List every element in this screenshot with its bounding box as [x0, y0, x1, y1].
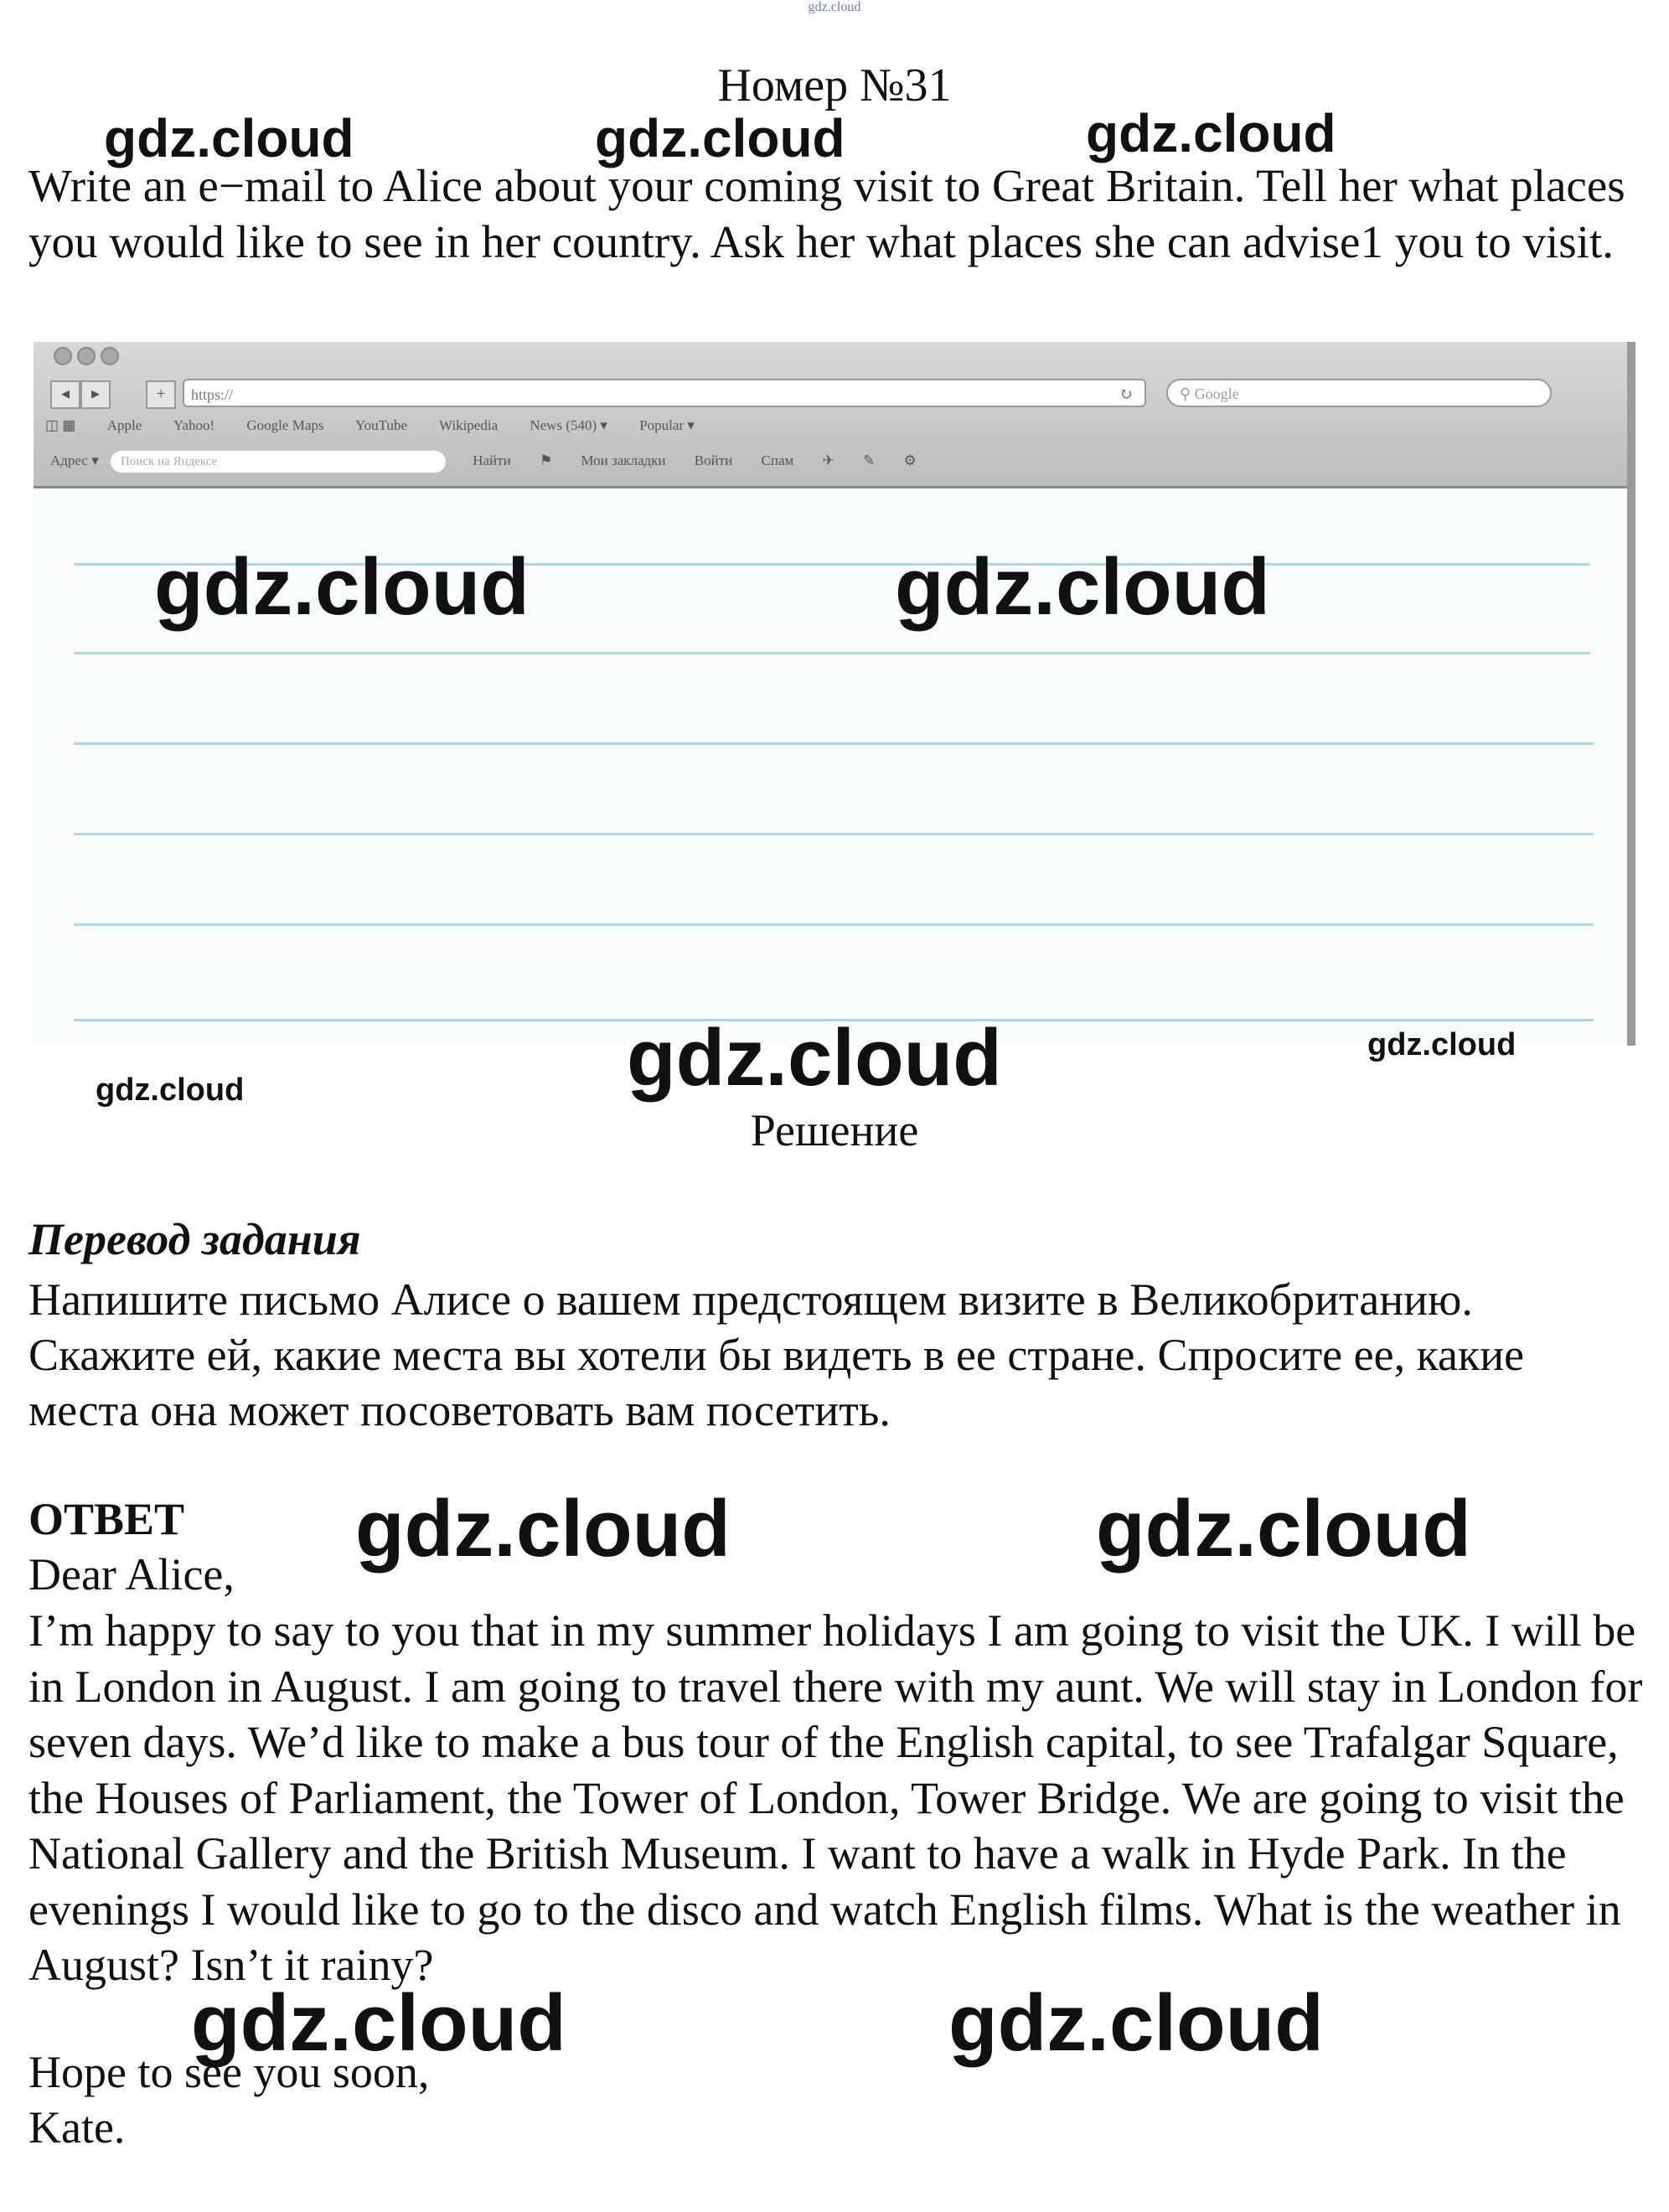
watermark: gdz.cloud	[191, 1978, 566, 2068]
bookmark-item: Popular ▾	[639, 417, 695, 433]
bookmark-item: Apple	[106, 417, 142, 433]
bookmark-icon: ⚑	[539, 452, 553, 468]
letter-closing: Hope to see you soon,	[28, 2047, 430, 2097]
bookmark-item: News (540) ▾	[530, 417, 607, 433]
watermark: gdz.cloud	[948, 1978, 1324, 2068]
bookmark-item: Yahoo!	[173, 417, 215, 433]
spam-label: Спам	[761, 452, 794, 468]
watermark: gdz.cloud	[627, 1013, 1002, 1103]
watermark: gdz.cloud	[595, 108, 845, 168]
search-icon: ⚲	[1180, 385, 1195, 402]
search-bar	[1166, 379, 1552, 407]
writing-line	[74, 652, 1590, 654]
login-label: Войти	[694, 452, 733, 468]
close-dot-icon	[54, 347, 72, 365]
page-title: Номер №31	[717, 59, 952, 111]
address-input: Поиск на Яндексе	[111, 451, 446, 473]
reader-icon: ◫ ▦	[45, 417, 76, 433]
watermark: gdz.cloud	[1096, 1484, 1471, 1574]
bird-icon: ✈	[822, 452, 834, 468]
forward-arrow-icon: ▸	[80, 380, 111, 409]
letter-greeting: Dear Alice,	[28, 1549, 235, 1600]
solution-heading: Решение	[750, 1105, 919, 1155]
watermark: gdz.cloud	[355, 1484, 731, 1574]
watermark: gdz.cloud	[154, 542, 530, 632]
writing-line	[74, 742, 1594, 745]
search-placeholder: Google	[1194, 385, 1239, 402]
letter-body: I’m happy to say to you that in my summer holidays I am going to visit the UK. I will be in London in August. I am going to travel there with my aunt. We will stay in London for seven days. We’d like to make a bus tour of the English capital, to see Trafalgar Square, the Houses of Parliament, the Tower of London, Tower Bridge. We are going to visit the National Gallery and the British Museum. I want to have a walk in Hyde Park. In the evenings I would like to go to the disco and watch English films. What is the weather in August? Isn’t it rainy?	[28, 1605, 1643, 1990]
answer-heading: ОТВЕТ	[28, 1494, 185, 1544]
zoom-dot-icon	[101, 347, 119, 365]
bookmark-item: Google Maps	[246, 417, 324, 433]
letter-signature: Kate.	[28, 2102, 126, 2153]
browser-toolbar	[34, 342, 1627, 488]
top-watermark: gdz.cloud	[808, 0, 861, 14]
watermark: gdz.cloud	[1367, 1027, 1517, 1062]
bookmark-item: YouTube	[355, 417, 408, 433]
watermark: gdz.cloud	[104, 108, 354, 168]
url-text: https://	[191, 386, 234, 403]
pen-icon: ✎	[863, 452, 876, 468]
translation-heading: Перевод задания	[28, 1214, 361, 1264]
add-tab-icon: +	[146, 380, 176, 409]
letter-signoff	[28, 2044, 429, 2155]
translation-text: Напишите письмо Алисе о вашем предстоящем визите в Великобританию. Скажите ей, какие места вы хотели бы видеть в ее стране. Спросите ее, какие места она может посоветовать вам посетить.	[28, 1274, 1525, 1435]
task-text: Write an e−mail to Alice about your coming visit to Great Britain. Tell her what places you would like to see in her country. Ask her what places she can advise1 you to visit.	[28, 160, 1625, 267]
writing-line	[74, 833, 1594, 835]
url-bar	[183, 379, 1146, 407]
find-label: Найти	[473, 452, 511, 468]
watermark: gdz.cloud	[1086, 103, 1336, 163]
address-toolbar	[50, 451, 942, 473]
watermark: gdz.cloud	[96, 1072, 245, 1108]
address-label: Адрес ▾	[50, 452, 99, 468]
browser-window-illustration	[34, 342, 1635, 1046]
my-bookmarks-label: Мои закладки	[581, 452, 666, 468]
back-arrow-icon: ◂	[50, 380, 80, 409]
watermark: gdz.cloud	[895, 542, 1270, 632]
bookmarks-bar	[45, 417, 723, 434]
writing-line	[74, 923, 1594, 926]
minimize-dot-icon	[77, 347, 96, 365]
bookmark-item: Wikipedia	[438, 417, 499, 433]
gear-icon: ⚙	[903, 452, 917, 468]
reload-icon: ↻	[1119, 385, 1133, 404]
